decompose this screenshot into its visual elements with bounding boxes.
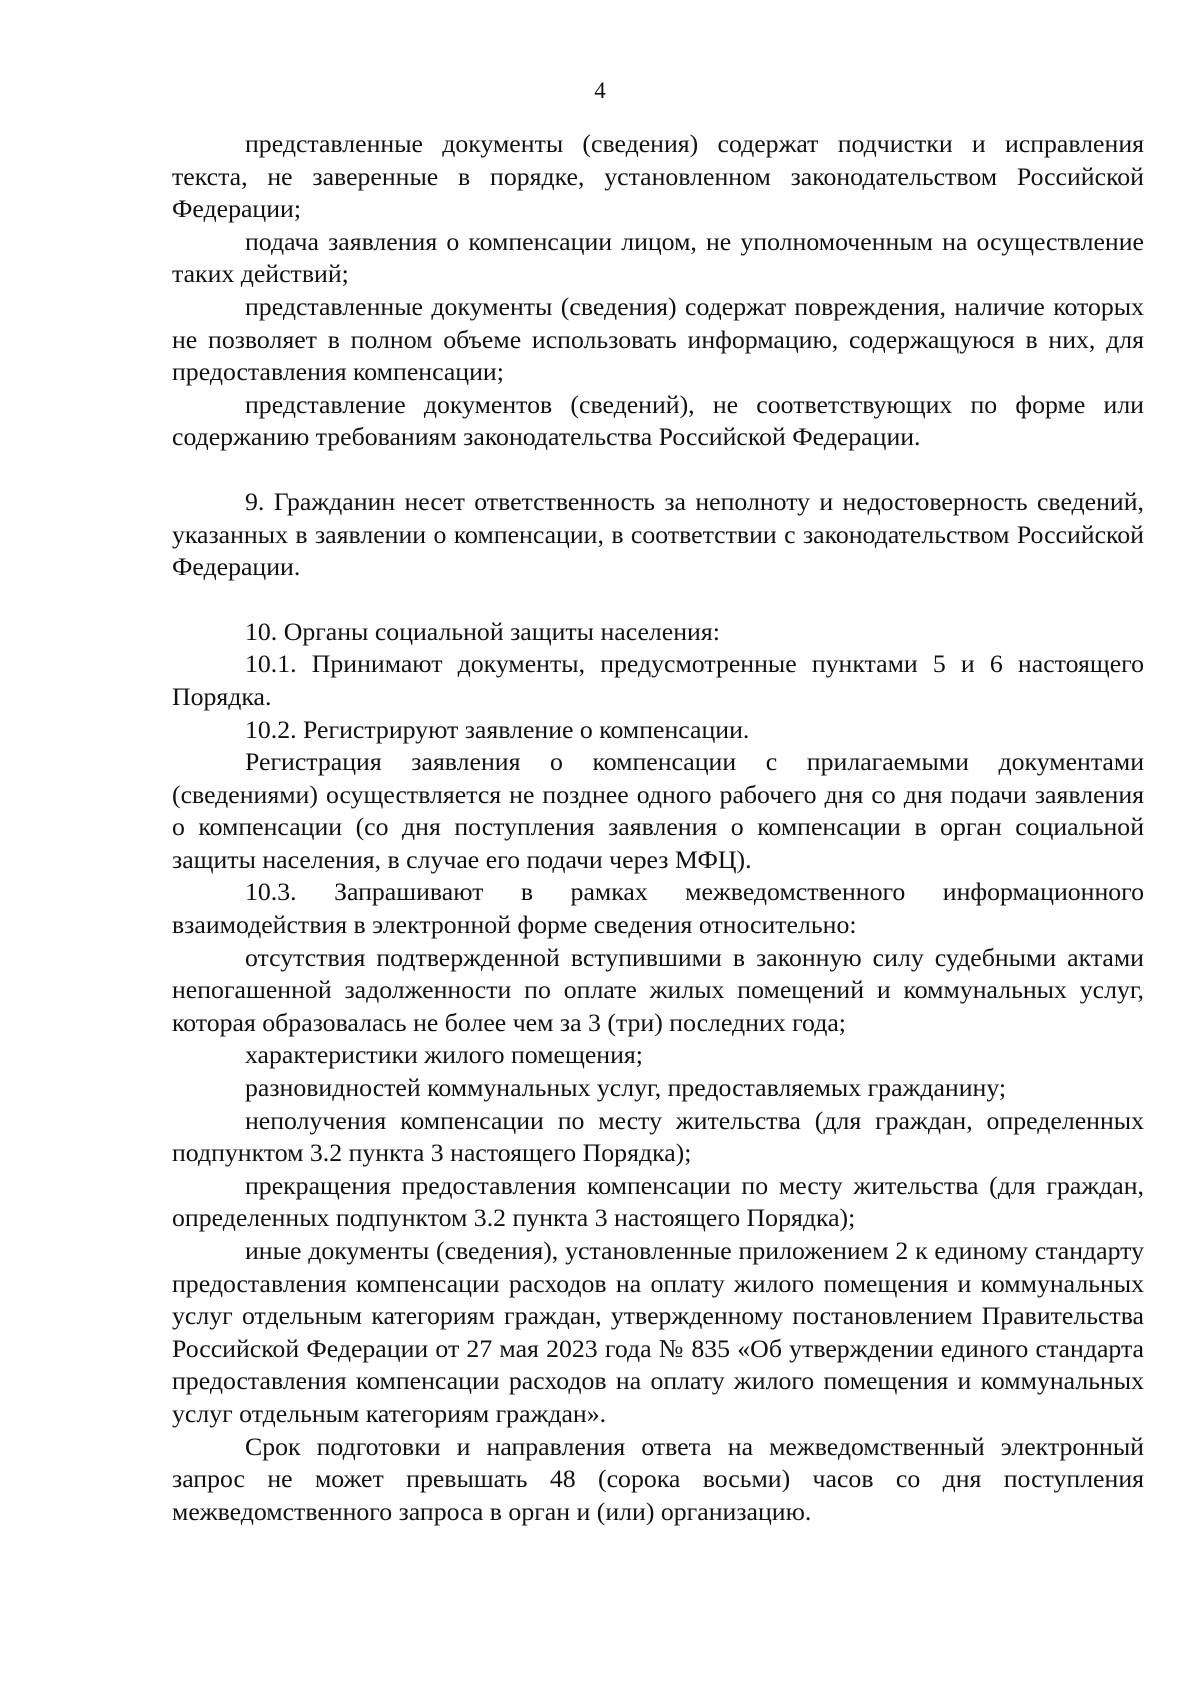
paragraph-debt: отсутствия подтвержденной вступившими в законную силу судебными актами непогашенной задолженности по оплате жилых помещений и коммунальных услуг, которая образовалась не более чем за 3 (три) последних года; [172,942,1144,1037]
paragraph-reason-nonconforming: представление документов (сведений), не соответствующих по форме или содержанию требованиям законодательства Российской Федерации. [172,389,1144,452]
paragraph-item-10-1: 10.1. Принимают документы, предусмотренные пунктами 5 и 6 настоящего Порядка. [172,649,1144,711]
paragraph-reason-corrections: представленные документы (сведения) содержат подчистки и исправления текста, не заверенные в порядке, установленном законодательством Российской Федерации; [172,129,1144,224]
paragraph-housing-characteristics: характеристики жилого помещения; [245,1040,643,1070]
paragraph-response-deadline: Срок подготовки и направления ответа на межведомственный электронный запрос не может превышать 48 (сорока восьми) часов со дня поступления межведомственного запроса в орган и (или) организацию. [172,1431,1144,1526]
document-body [172,128,1144,1528]
paragraph-termination: прекращения предоставления компенсации по месту жительства (для граждан, определенных подпунктом 3.2 пункта 3 настоящего Порядка); [172,1170,1144,1233]
paragraph-other-documents: иные документы (сведения), установленные приложением 2 к единому стандарту предоставления компенсации расходов на оплату жилого помещения и коммунальных услуг отдельным категориям граждан, утвержденному постановлением Правительства Российской Федерации от 27 мая 2023 года № 835 «Об утверждении единого стандарта предоставления компенсации расходов на оплату жилого помещения и коммунальных услуг отдельным категориям граждан». [172,1236,1144,1428]
page-number: 4 [594,78,606,103]
paragraph-utility-types: разновидностей коммунальных услуг, предоставляемых гражданину; [245,1073,1007,1103]
paragraph-registration: Регистрация заявления о компенсации с прилагаемыми документами (сведениями) осуществляется не позднее одного рабочего дня со дня подачи заявления о компенсации (со дня поступления заявления о компенсации в орган социальной защиты населения, в случае его подачи через МФЦ). [172,747,1144,874]
paragraph-item-9: 9. Гражданин несет ответственность за неполноту и недостоверность сведений, указанных в заявлении о компенсации, в соответствии с законодательством Российской Федерации. [172,486,1144,582]
paragraph-reason-unauthorized: подача заявления о компенсации лицом, не уполномоченным на осуществление таких действий; [172,226,1144,289]
paragraph-non-receipt: неполучения компенсации по месту жительства (для граждан, определенных подпунктом 3.2 пункта 3 настоящего Порядка); [172,1105,1144,1168]
paragraph-item-10: 10. Органы социальной защиты населения: [245,616,720,646]
paragraph-item-10-2: 10.2. Регистрируют заявление о компенсации. [245,714,750,744]
paragraph-item-10-3: 10.3. Запрашивают в рамках межведомственного информационного взаимодействия в электронной форме сведения относительно: [172,877,1144,940]
paragraph-reason-damage: представленные документы (сведения) содержат повреждения, наличие которых не позволяет в полном объеме использовать информацию, содержащуюся в них, для предоставления компенсации; [172,291,1144,387]
